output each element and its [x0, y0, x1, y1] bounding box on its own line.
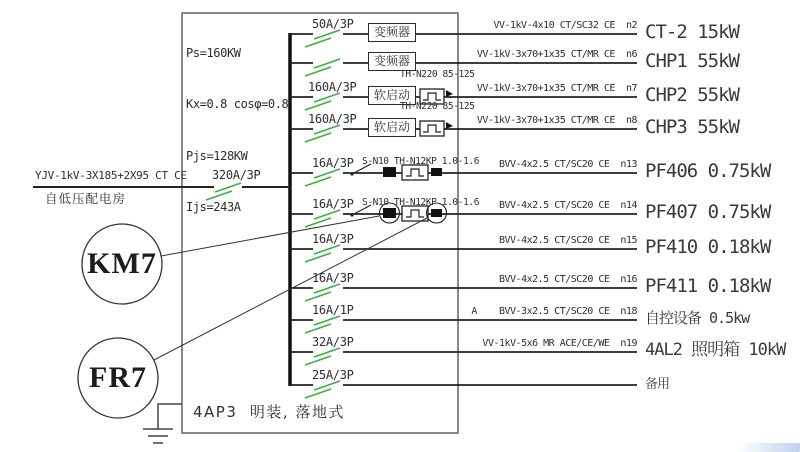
incoming-source-label: 自低压配电房 — [45, 191, 127, 206]
panel-name-label: 4AP3 明装, 落地式 — [193, 403, 345, 421]
breaker-rating-n13: 16A/3P — [312, 156, 354, 170]
cable-spec-n15: BVV-4x2.5 CT/SC20 CE n15 — [498, 235, 637, 246]
panel-parameters — [186, 10, 288, 250]
load-label-chp2: CHP2 55kW — [645, 84, 739, 106]
load-label-chp3: CHP3 55kW — [645, 116, 739, 138]
vfd-box-n6: 变频器 — [368, 52, 416, 71]
breaker-rating-n7: 160A/3P — [308, 80, 357, 94]
breaker-rating-n2: 50A/3P — [312, 17, 354, 31]
load-label-4al2: 4AL2 照明箱 10kW — [645, 340, 786, 360]
breaker-rating-n15: 16A/3P — [312, 232, 354, 246]
load-label-pf410: PF410 0.18kW — [645, 236, 771, 258]
cable-spec-n19: VV-1kV-5x6 MR ACE/CE/WE n19 — [482, 338, 637, 349]
relay-rating-n8: TH-N220 85-125 — [400, 101, 475, 112]
soft-starter-box-n7: 软启动 — [368, 86, 416, 105]
starter-rating-n14: S-N10 TH-N12KP 1.0-1.6 — [362, 197, 480, 208]
starter-rating-n13: S-N10 TH-N12KP 1.0-1.6 — [362, 156, 480, 167]
ground-symbol — [143, 404, 182, 443]
param-kx: Kx=0.8 cosφ=0.8 — [186, 97, 289, 112]
param-ijs: Ijs=243A — [186, 199, 241, 214]
cable-spec-n16: BVV-4x2.5 CT/SC20 CE n16 — [498, 274, 637, 285]
soft-starter-box-n8: 软启动 — [368, 118, 416, 137]
incoming-cable-label: YJV-1kV-3X185+2X95 CT CE — [35, 169, 187, 182]
breaker-rating-n16: 16A/3P — [312, 271, 354, 285]
param-pjs: Pjs=128KW — [186, 148, 248, 163]
main-breaker-rating: 320A/3P — [212, 168, 261, 182]
load-label-chp1: CHP1 55kW — [645, 50, 739, 72]
load-label-spare: 备用 — [645, 377, 670, 392]
breaker-rating-n14: 16A/3P — [312, 197, 354, 211]
param-ps: Ps=160KW — [186, 46, 241, 61]
watermark-smudge — [738, 443, 800, 452]
breaker-rating-spare: 25A/3P — [312, 368, 354, 382]
cable-spec-n8: VV-1kV-3x70+1x35 CT/MR CE n8 — [476, 115, 637, 126]
breaker-rating-n19: 32A/3P — [312, 335, 354, 349]
relay-rating-n7: TH-N220 85-125 — [400, 69, 475, 80]
load-label-pf407: PF407 0.75kW — [645, 201, 771, 223]
load-label-pf406: PF406 0.75kW — [645, 160, 771, 182]
cable-spec-n18: A BVV-3x2.5 CT/SC20 CE n18 — [471, 306, 637, 317]
load-label-auto-control: 自控设备 0.5kw — [645, 309, 750, 327]
load-label-pf411: PF411 0.18kW — [645, 275, 771, 297]
breaker-rating-n18: 16A/1P — [312, 303, 354, 317]
cable-spec-n7: VV-1kV-3x70+1x35 CT/MR CE n7 — [476, 83, 637, 94]
cable-spec-n2: VV-1kV-4x10 CT/SC32 CE n2 — [493, 20, 637, 31]
load-label-ct2: CT-2 15kW — [645, 21, 739, 43]
cable-spec-n13: BVV-4x2.5 CT/SC20 CE n13 — [498, 159, 637, 170]
cable-spec-n6: VV-1kV-3x70+1x35 CT/MR CE n6 — [476, 49, 637, 60]
fr7-label: FR7 — [89, 361, 147, 394]
vfd-box-n2: 变频器 — [368, 23, 416, 42]
cable-spec-n14: BVV-4x2.5 CT/SC20 CE n14 — [498, 200, 637, 211]
breaker-rating-n8: 160A/3P — [308, 112, 357, 126]
km7-label: KM7 — [87, 247, 157, 280]
